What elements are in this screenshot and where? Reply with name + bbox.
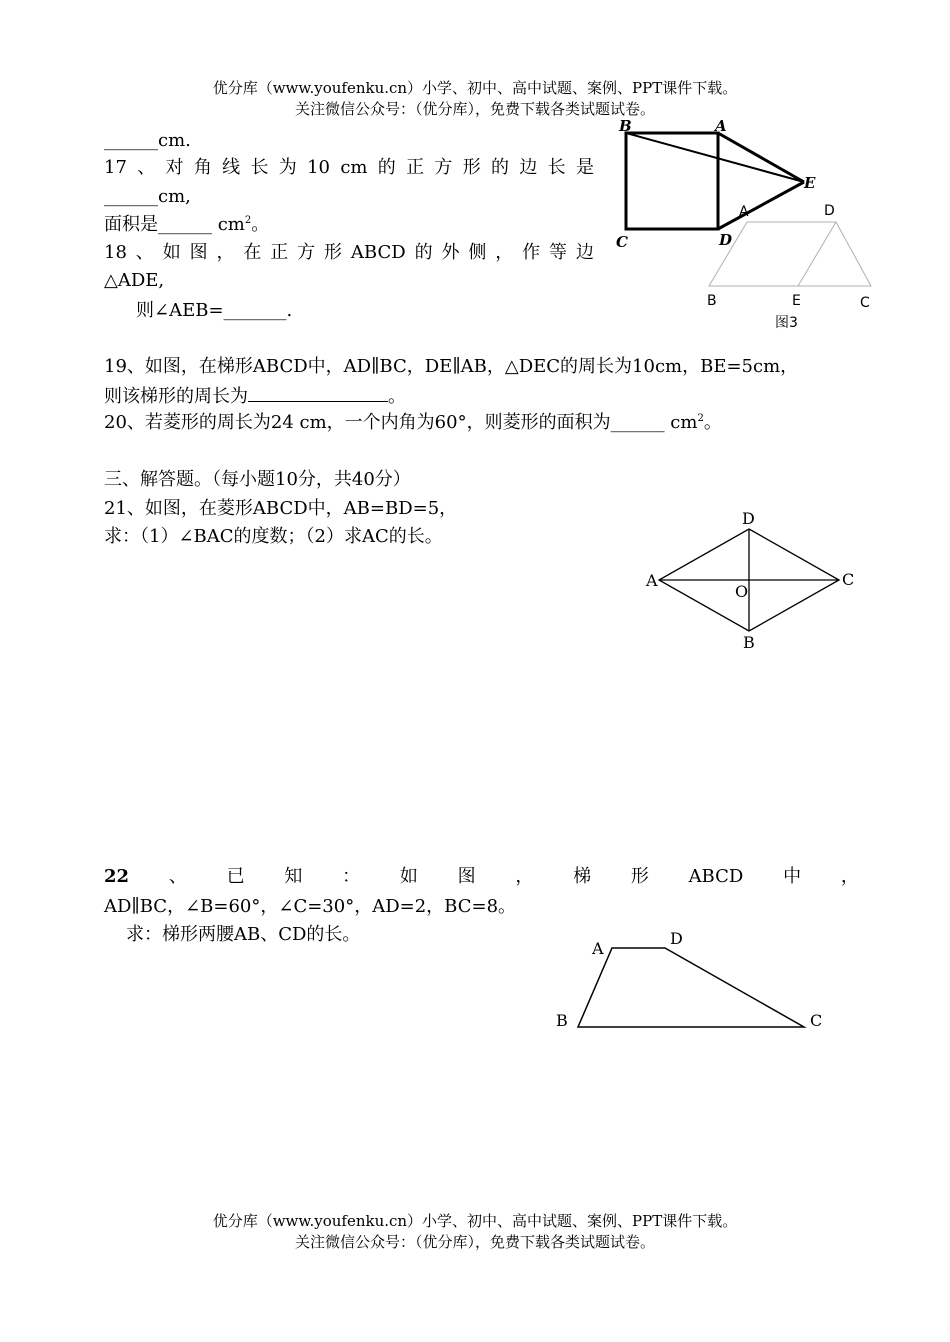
fig21-label-D: D xyxy=(742,509,755,528)
fig18-label-C: C xyxy=(616,233,628,251)
fig3-label-A: A xyxy=(739,204,749,220)
fig3-label-B: B xyxy=(707,293,717,309)
header-line-1: 优分库（www.youfenku.cn）小学、初中、高中试题、案例、PPT课件下载。 xyxy=(212,79,738,97)
fig22-trapezoid xyxy=(578,948,804,1027)
fig22-label-D: D xyxy=(670,929,683,948)
fig21-rhombus xyxy=(659,529,839,631)
q22-line-3: 求：梯形两腰AB、CD的长。 xyxy=(126,924,361,945)
q17-line-3: 面积是______ $cm^2$。 xyxy=(104,214,270,235)
q17-line-1: 17 、 对 角 线 长 为 10 cm 的 正 方 形 的 边 长 是 xyxy=(104,157,594,178)
q20-line-1: 20、若菱形的周长为24 cm，一个内角为60°，则菱形的面积为______ $cm^2$。 xyxy=(104,412,722,433)
footer-line-1: 优分库（www.youfenku.cn）小学、初中、高中试题、案例、PPT课件下载。 xyxy=(212,1212,738,1230)
fig3-caption: 图3 xyxy=(775,315,798,331)
fig18-label-B: B xyxy=(619,117,632,135)
q18-line-1: 18 、 如 图 ， 在 正 方 形 ABCD 的 外 侧 ， 作 等 边 xyxy=(104,242,594,263)
q21-line-1: 21、如图，在菱形ABCD中，AB=BD=5， xyxy=(104,498,458,519)
fig3-trapezoid xyxy=(709,222,871,286)
fig21-label-C: C xyxy=(842,570,855,589)
q18-line-3: 则∠AEB=_______. xyxy=(136,300,293,321)
fig21-label-O: O xyxy=(735,582,749,601)
q22-line-1: 22 、 已 知 ： 如 图 ， 梯 形 ABCD 中 ， xyxy=(104,866,859,887)
q19-line-1: 19、如图，在梯形ABCD中，AD∥BC，DE∥AB，△DEC的周长为10cm，BE=5cm， xyxy=(104,356,799,377)
q16-tail: ______cm. xyxy=(104,130,191,151)
q22-line-2: AD∥BC，∠B=60°，∠C=30°，AD=2，BC=8。 xyxy=(104,896,517,917)
fig3-label-E: E xyxy=(792,293,801,309)
q17-line-2: ______cm, xyxy=(104,186,191,207)
fig18-square xyxy=(626,133,718,229)
fig3-label-D: D xyxy=(824,203,835,219)
fig22-label-B: B xyxy=(556,1011,568,1030)
section-3-title: 三、解答题。（每小题10分，共40分） xyxy=(104,469,411,490)
q19-answer-blank xyxy=(248,381,388,402)
fig22-label-C: C xyxy=(810,1011,823,1030)
fig18-label-A: A xyxy=(715,117,727,135)
footer-line-2: 关注微信公众号：（优分库），免费下载各类试题试卷。 xyxy=(294,1233,655,1251)
q21-line-2: 求：（1）∠BAC的度数；（2）求AC的长。 xyxy=(104,526,443,547)
q19-line-2: 则该梯形的周长为 。 xyxy=(104,381,406,411)
fig22-label-A: A xyxy=(592,939,604,958)
header-line-2: 关注微信公众号：（优分库），免费下载各类试题试卷。 xyxy=(294,100,655,118)
fig18-edge-DE xyxy=(718,182,804,229)
fig21-label-A: A xyxy=(646,571,658,590)
fig18-label-D: D xyxy=(719,231,733,249)
fig3-label-C: C xyxy=(860,295,870,311)
q18-line-2: △ADE, xyxy=(104,270,165,291)
fig3-segment-DE xyxy=(798,222,836,286)
fig18-edge-BE xyxy=(626,133,804,182)
fig18-edge-AE xyxy=(718,133,804,182)
fig18-label-E: E xyxy=(804,174,816,192)
fig21-label-B: B xyxy=(743,633,755,652)
